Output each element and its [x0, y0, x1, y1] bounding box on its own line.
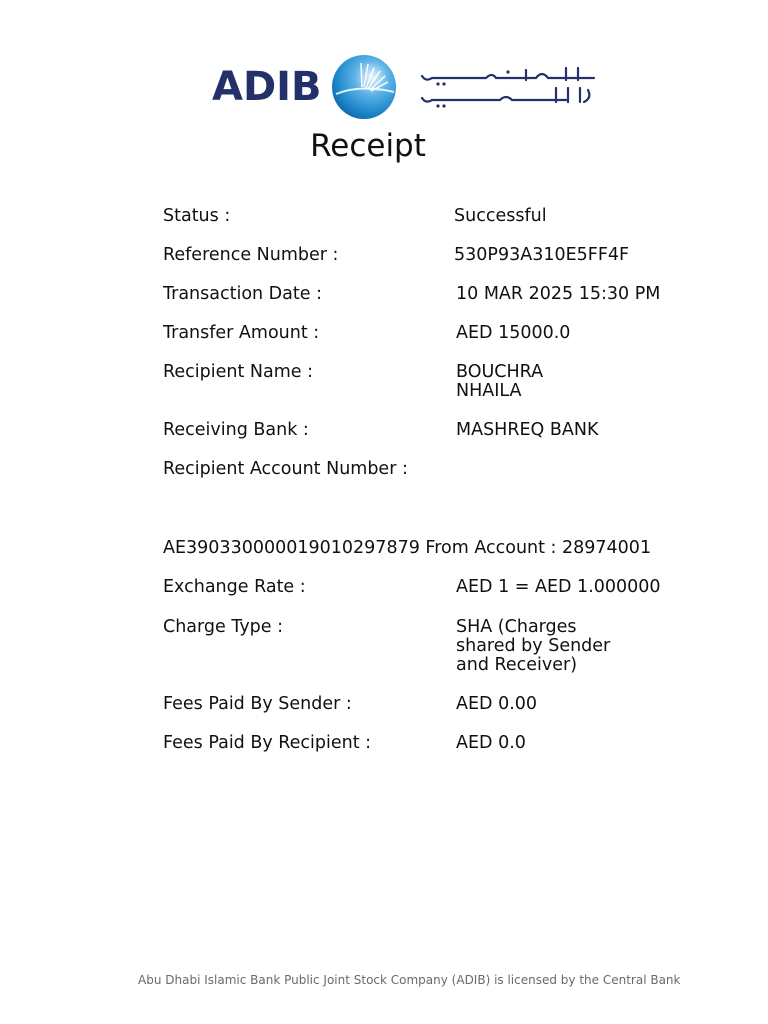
transfer-amount-value: AED 15000.0 [456, 323, 571, 343]
status-label: Status : [163, 206, 231, 226]
reference-number-label: Reference Number : [163, 245, 339, 265]
fees-paid-by-recipient-label: Fees Paid By Recipient : [163, 733, 372, 753]
exchange-rate-label: Exchange Rate : [163, 577, 306, 597]
adib-logo [212, 54, 602, 120]
transaction-date-value: 10 MAR 2025 15:30 PM [456, 284, 661, 304]
account-and-from-account-line: AE390330000019010297879 From Account : 28974001 [163, 538, 652, 558]
logo-arabic-calligraphy [416, 64, 600, 108]
fees-paid-by-recipient-value: AED 0.0 [456, 733, 526, 753]
recipient-name-label: Recipient Name : [163, 362, 313, 382]
footer-disclaimer: Abu Dhabi Islamic Bank Public Joint Stock Company (ADIB) is licensed by the Central Bank [138, 973, 681, 987]
charge-type-value: SHA (Charges shared by Sender and Receiver) [456, 617, 611, 675]
fees-paid-by-sender-label: Fees Paid By Sender : [163, 694, 352, 714]
status-value: Successful [454, 206, 547, 226]
charge-type-label: Charge Type : [163, 617, 284, 637]
globe-icon [330, 54, 400, 120]
recipient-name-value: BOUCHRA NHAILA [456, 362, 544, 401]
receiving-bank-label: Receiving Bank : [163, 420, 309, 440]
transfer-amount-label: Transfer Amount : [163, 323, 320, 343]
recipient-account-number-label: Recipient Account Number : [163, 459, 408, 479]
reference-number-value: 530P93A310E5FF4F [454, 245, 630, 265]
receiving-bank-value: MASHREQ BANK [456, 420, 599, 440]
exchange-rate-value: AED 1 = AED 1.000000 [456, 577, 661, 597]
transaction-date-label: Transaction Date : [163, 284, 322, 304]
logo-wordmark: ADIB [212, 64, 322, 110]
fees-paid-by-sender-value: AED 0.00 [456, 694, 538, 714]
page-title: Receipt [310, 128, 426, 164]
